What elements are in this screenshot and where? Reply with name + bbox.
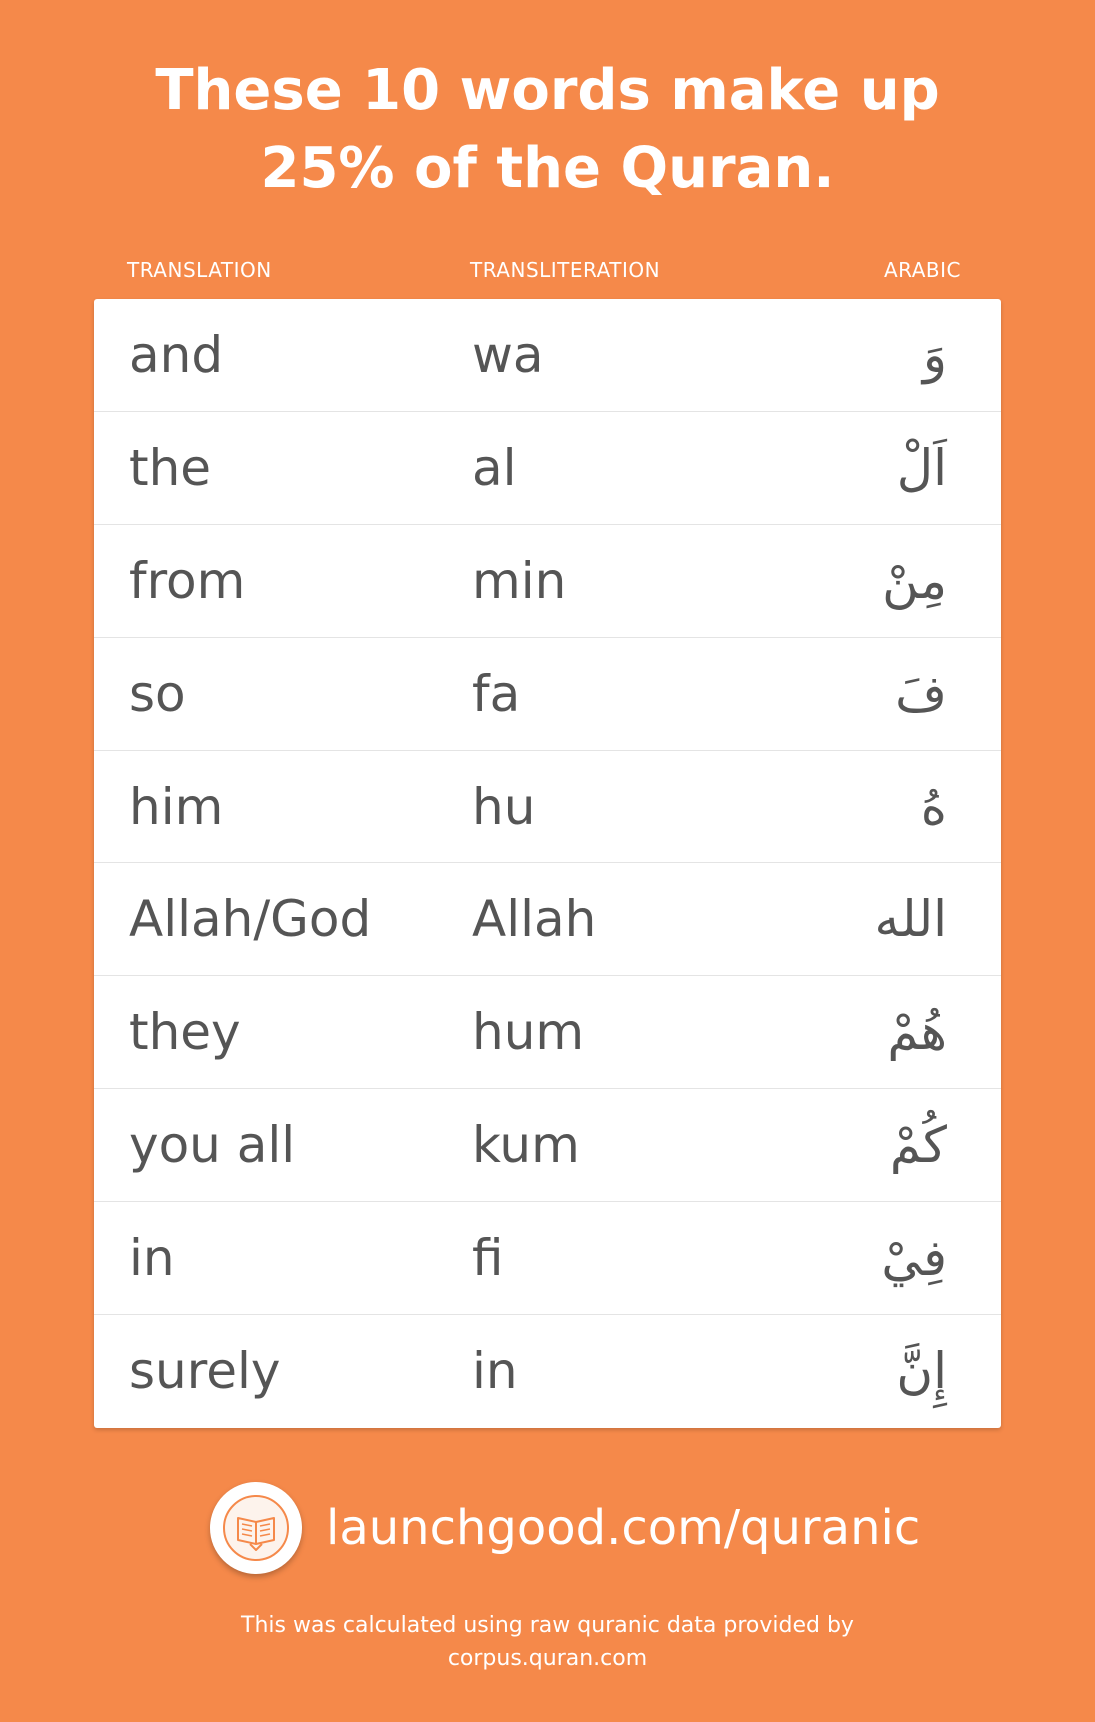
translation-cell: so bbox=[129, 664, 186, 723]
arabic-cell: هُمْ bbox=[887, 1003, 947, 1062]
translation-cell: him bbox=[129, 777, 224, 836]
transliteration-cell: in bbox=[472, 1342, 518, 1401]
transliteration-cell: hu bbox=[472, 777, 536, 836]
transliteration-cell: wa bbox=[472, 326, 544, 384]
arabic-cell: فِيْ bbox=[881, 1229, 947, 1288]
arabic-cell: الله bbox=[874, 890, 947, 949]
translation-cell: the bbox=[129, 438, 212, 497]
credit-line-1: This was calculated using raw quranic data provided by bbox=[241, 1613, 854, 1638]
arabic-cell: وَ bbox=[922, 326, 947, 384]
arabic-cell: اَلْ bbox=[896, 438, 947, 497]
transliteration-cell: al bbox=[472, 438, 517, 497]
table-row bbox=[94, 976, 1001, 1089]
translation-cell: they bbox=[129, 1003, 241, 1062]
table-header bbox=[0, 258, 1095, 284]
translation-cell: you all bbox=[129, 1116, 296, 1175]
title-line-1: These 10 words make up bbox=[155, 58, 940, 123]
credit-line-2: corpus.quran.com bbox=[447, 1646, 648, 1671]
transliteration-cell: Allah bbox=[472, 890, 597, 949]
table-row bbox=[94, 1202, 1001, 1315]
table-row bbox=[94, 751, 1001, 864]
transliteration-cell: fa bbox=[472, 664, 521, 723]
header-arabic: ARABIC bbox=[883, 258, 961, 282]
title-line-2: 25% of the Quran. bbox=[260, 136, 835, 201]
header-translation: TRANSLATION bbox=[127, 258, 272, 282]
table-row bbox=[94, 1315, 1001, 1428]
footer-link[interactable] bbox=[0, 1482, 1095, 1574]
words-table bbox=[94, 299, 1001, 1428]
translation-cell: in bbox=[129, 1229, 175, 1288]
table-row bbox=[94, 525, 1001, 638]
arabic-cell: إِنَّ bbox=[896, 1342, 947, 1401]
header-transliteration: TRANSLITERATION bbox=[470, 258, 661, 282]
site-url[interactable]: launchgood.com/quranic bbox=[326, 1500, 921, 1556]
arabic-cell: فَ bbox=[895, 664, 947, 723]
table-row bbox=[94, 299, 1001, 412]
translation-cell: Allah/God bbox=[129, 890, 372, 949]
open-book-icon bbox=[210, 1482, 302, 1574]
arabic-cell: كُمْ bbox=[889, 1116, 947, 1175]
translation-cell: surely bbox=[129, 1342, 281, 1401]
table-row bbox=[94, 1089, 1001, 1202]
arabic-cell: مِنْ bbox=[882, 551, 947, 610]
translation-cell: and bbox=[129, 326, 224, 384]
table-row bbox=[94, 638, 1001, 751]
table-row bbox=[94, 412, 1001, 525]
page-title bbox=[0, 52, 1095, 208]
transliteration-cell: min bbox=[472, 551, 567, 610]
credit-note bbox=[0, 1609, 1095, 1675]
transliteration-cell: kum bbox=[472, 1116, 580, 1175]
table-row bbox=[94, 863, 1001, 976]
transliteration-cell: fi bbox=[472, 1229, 504, 1288]
arabic-cell: هُ bbox=[920, 777, 947, 836]
translation-cell: from bbox=[129, 551, 246, 610]
transliteration-cell: hum bbox=[472, 1003, 585, 1062]
